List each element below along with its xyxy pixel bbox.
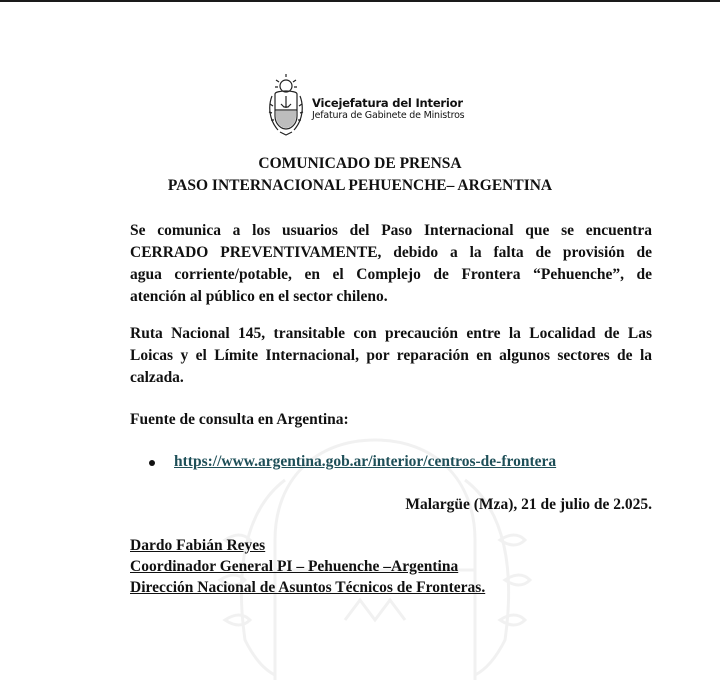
top-border — [0, 0, 720, 2]
paragraph-route-status — [130, 323, 652, 389]
signatory-name: Dardo Fabián Reyes — [130, 537, 266, 554]
letterhead — [266, 74, 526, 138]
paragraph-line: Se comunica a los usuarios del Paso Internacional que se encuentra — [130, 222, 652, 239]
paragraph-line: atención al público en el sector chileno. — [130, 288, 388, 305]
document-subtitle: PASO INTERNACIONAL PEHUENCHE– ARGENTINA — [167, 177, 553, 194]
organization — [312, 96, 464, 122]
paragraph-line: CERRADO PREVENTIVAMENTE, debido a la falta de provisión de — [130, 244, 652, 261]
signatory-role: Coordinador General PI – Pehuenche –Argentina — [130, 558, 459, 575]
paragraph-line: agua corriente/potable, en el Complejo de Frontera “Pehuenche”, de — [130, 266, 652, 283]
paragraph-line: calzada. — [130, 369, 184, 386]
source-label: Fuente de consulta en Argentina: — [130, 411, 349, 428]
org-subtitle: Jefatura de Gabinete de Ministros — [312, 110, 465, 121]
signatory-department: Dirección Nacional de Asuntos Técnicos de Fronteras. — [130, 579, 486, 596]
document-title: COMUNICADO DE PRENSA — [258, 155, 462, 172]
coat-of-arms-icon — [266, 74, 306, 136]
dateline: Malargüe (Mza), 21 de julio de 2.025. — [405, 496, 652, 513]
paragraph-closure-notice — [130, 220, 652, 308]
bullet-icon — [149, 460, 155, 466]
paragraph-line: Loicas y el Límite Internacional, por reparación en algunos sectores de la — [130, 347, 652, 364]
paragraph-line: Ruta Nacional 145, transitable con precaución entre la Localidad de Las — [130, 325, 652, 342]
source-link[interactable]: https://www.argentina.gob.ar/interior/centros-de-frontera — [174, 453, 557, 470]
org-name: Vicejefatura del Interior — [312, 96, 463, 110]
